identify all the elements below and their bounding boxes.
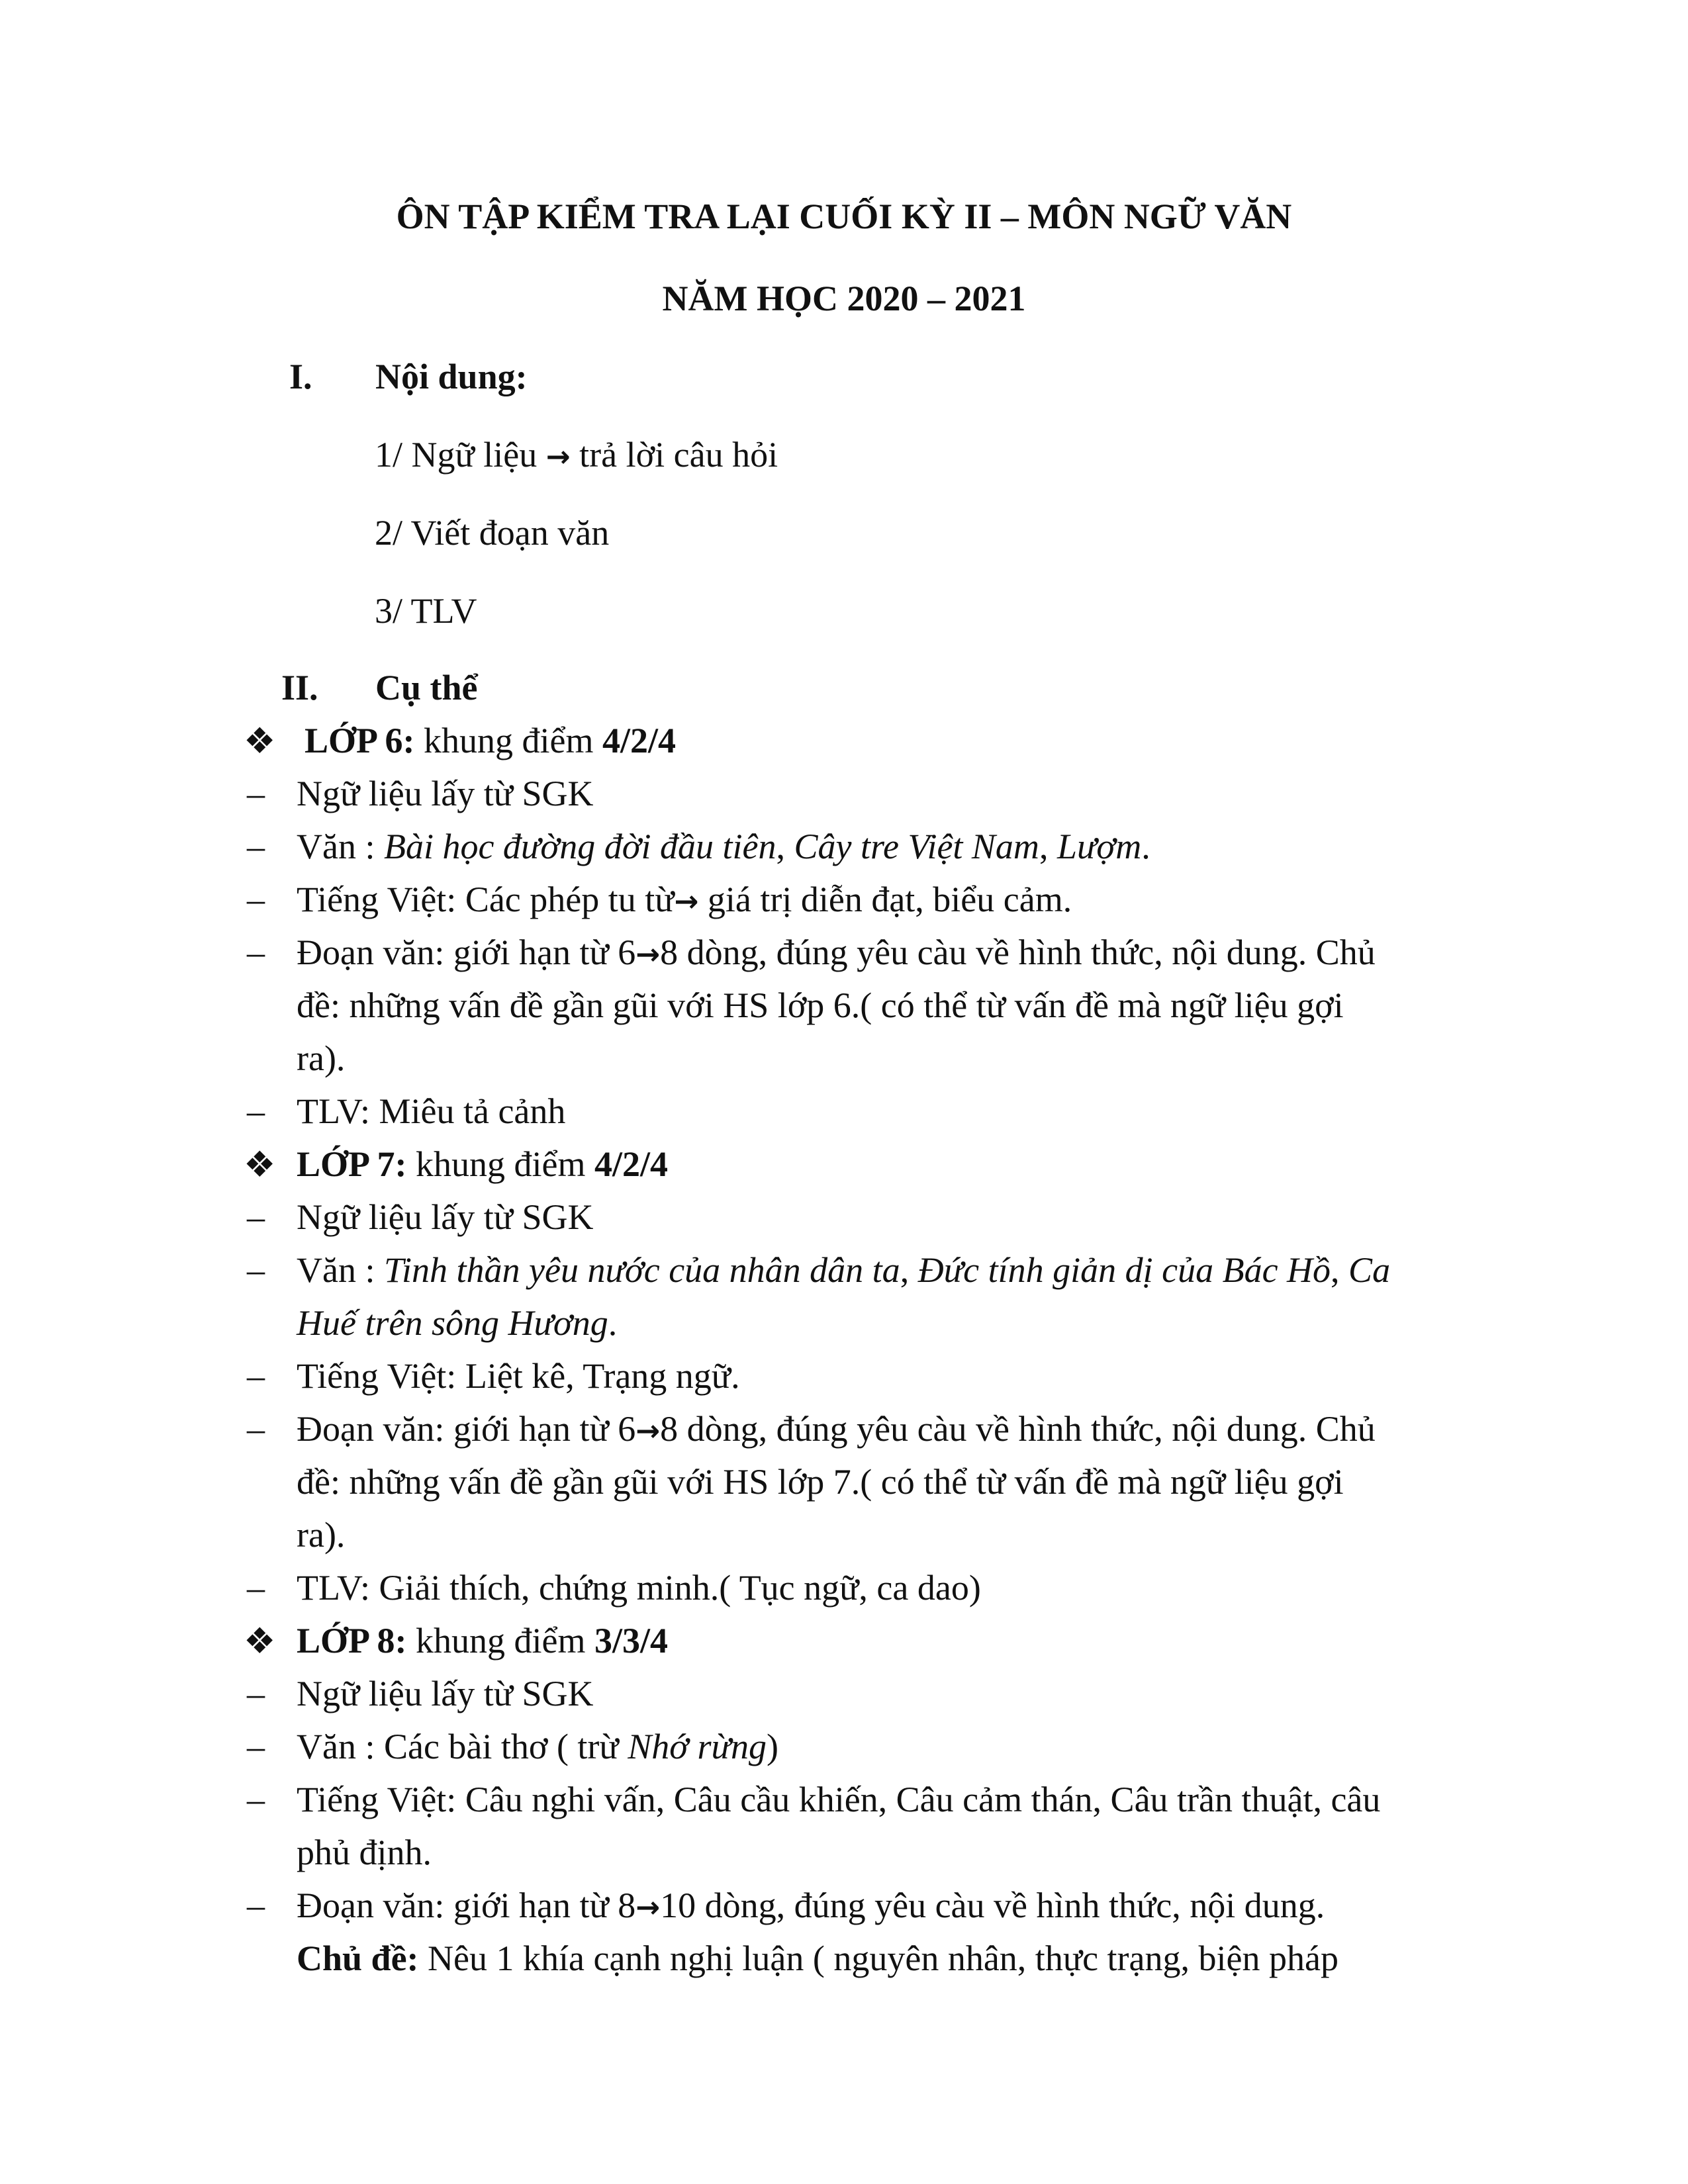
grade-label: LỚP 6: (305, 721, 415, 760)
section-number: I. (289, 357, 312, 396)
arrow-right-icon: → (635, 938, 661, 972)
dash-bullet-icon: – (247, 1886, 265, 1925)
dash-bullet-icon: – (247, 880, 265, 919)
dash-bullet-icon: – (247, 774, 265, 813)
score-frame: 4/2/4 (594, 1144, 669, 1184)
dash-bullet-icon: – (247, 1409, 265, 1449)
section-number: II. (281, 668, 318, 707)
score-frame: 3/3/4 (594, 1621, 669, 1661)
arrow-right-icon: → (545, 440, 571, 474)
arrow-right-icon: → (635, 1891, 661, 1925)
arrow-right-icon: → (674, 885, 699, 919)
dash-bullet-icon: – (247, 827, 265, 866)
content-item-2: 2/ Viết đoạn văn (375, 513, 610, 553)
dash-bullet-icon: – (247, 933, 265, 972)
dash-bullet-icon: – (247, 1568, 265, 1608)
dash-bullet-icon: – (247, 1091, 265, 1131)
school-year: NĂM HỌC 2020 – 2021 (662, 279, 1026, 318)
grade-label: LỚP 8: (297, 1621, 407, 1661)
score-frame: 4/2/4 (602, 721, 677, 760)
dash-bullet-icon: – (247, 1356, 265, 1396)
document-title: ÔN TẬP KIỂM TRA LẠI CUỐI KỲ II – MÔN NGỮ VĂN (396, 197, 1292, 236)
dash-bullet-icon: – (247, 1250, 265, 1290)
dash-bullet-icon: – (247, 1197, 265, 1237)
dash-bullet-icon: – (247, 1674, 265, 1713)
section-title: Cụ thể (375, 668, 478, 707)
diamond-bullet-icon: ❖ (244, 1145, 276, 1185)
section-title: Nội dung: (375, 357, 528, 396)
dash-bullet-icon: – (247, 1727, 265, 1766)
grade-label: LỚP 7: (297, 1144, 407, 1184)
arrow-right-icon: → (635, 1414, 661, 1448)
document-page: ÔN TẬP KIỂM TRA LẠI CUỐI KỲ II – MÔN NGỮ VĂN NĂM HỌC 2020 – 2021 I. Nội dung: 1/ Ngữ liệu → trả lời câu hỏi 2/ Viết đoạn văn 3/ TLV II. Cụ thể ❖ LỚP 6: khung điểm 4/2/4 – Ngữ liệu lấy từ SGK – Văn : Bài học đường đời đầu tiên, Cây tre Việt Nam, Lượm. – Tiếng Việt: Các phép tu từ→ giá trị diễn đạt, biểu cảm. – Đoạn văn: giới hạn từ 6→8 dòng, đúng yêu càu về hình thức, nội dung. Chủ đề: những vấn đề gần gũi với HS lớp 6.( có thể từ vấn đề mà ngữ liệu gợi ra). – TLV: Miêu tả cảnh ❖ LỚP 7: khung điểm 4/2/4 – Ngữ liệu lấy từ SGK – Văn : Tinh thần yêu nước của nhân dân ta, Đức tính giản dị của Bác Hồ, Ca Huế trên sông Hương. – Tiếng Việt: Liệt kê, Trạng ngữ. – Đoạn văn: giới hạn từ 6→8 dòng, đúng yêu càu về hình thức, nội dung. Chủ đề: những vấn đề gần gũi với HS lớp 7.( có thể từ vấn đề mà ngữ liệu gợi ra). – TLV: Giải thích, chứng minh.( Tục ngữ, ca dao) ❖ LỚP 8: khung điểm 3/3/4 – Ngữ liệu lấy từ SGK – Văn : Các bài thơ ( trừ Nhớ rừng) – Tiếng Việt: Câu nghi vấn, Câu cầu khiến, Câu cảm thán, Câu trần thuật, câu phủ định. – Đoạn văn: giới hạn từ 8→10 dòng, đúng yêu càu về hình thức, nội dung. Chủ đề: Nêu 1 khía cạnh nghị luận ( nguyên nhân, thực trạng, biện pháp (0, 0, 1688, 2184)
diamond-bullet-icon: ❖ (244, 1621, 276, 1661)
content-item-1: 1/ Ngữ liệu → trả lời câu hỏi (375, 435, 778, 475)
diamond-bullet-icon: ❖ (244, 721, 276, 761)
dash-bullet-icon: – (247, 1780, 265, 1819)
content-item-3: 3/ TLV (375, 591, 477, 631)
